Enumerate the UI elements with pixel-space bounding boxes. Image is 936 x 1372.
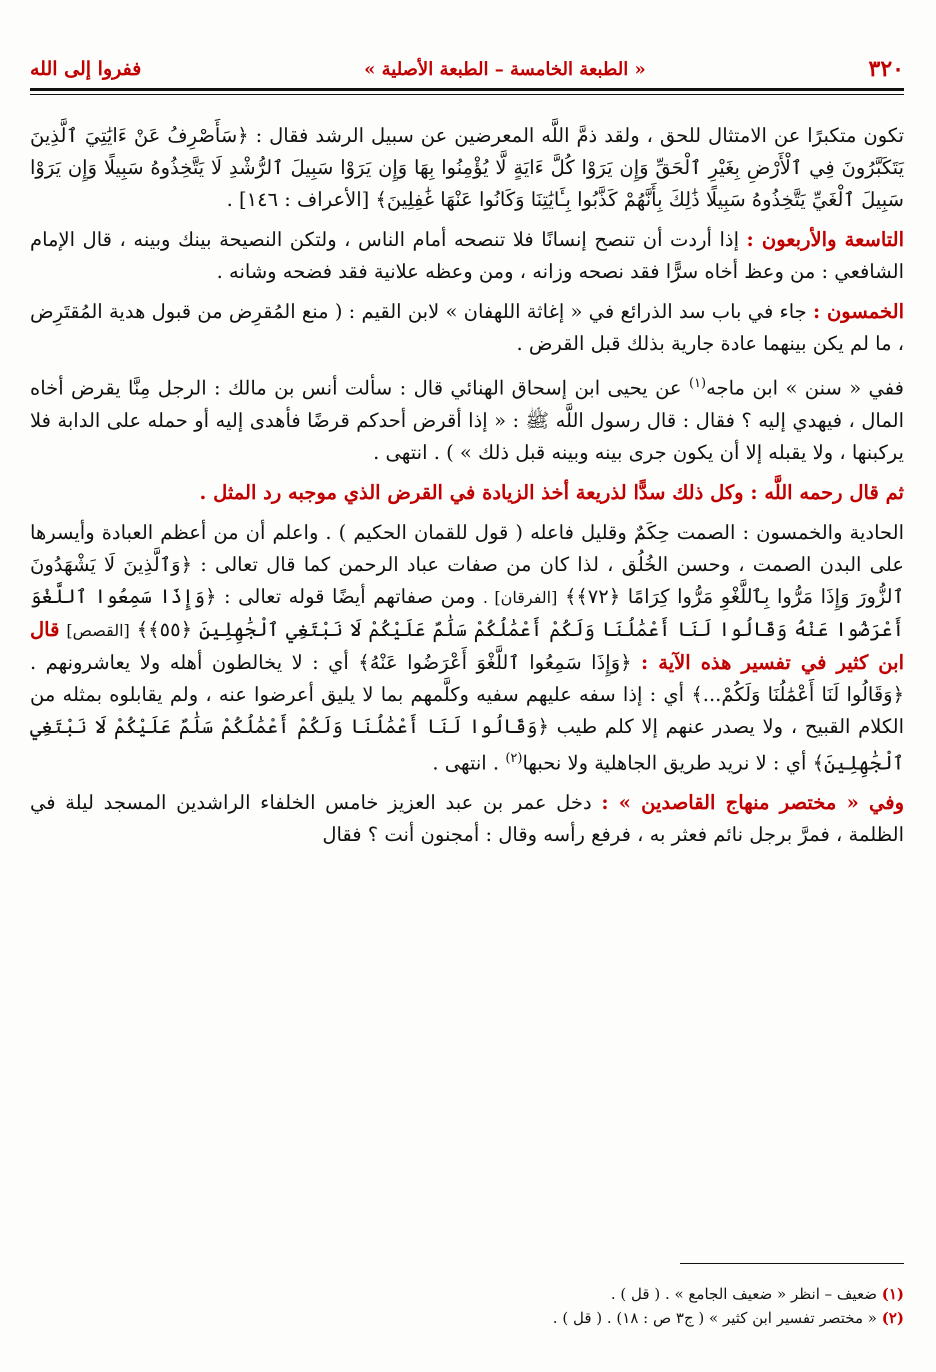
footnote-2 <box>30 1306 904 1330</box>
p5-text: ثم قال رحمه اللَّه : وكل ذلك سدًّا لذريعة أخذ الزيادة في القرض الذي موجبه رد المثل . <box>199 480 904 504</box>
section-label: التاسعة والأربعون : <box>746 228 905 251</box>
quran-verse: ﴿وَإِذَا سَمِعُوا ٱللَّغْوَ أَعْرَضُوا عَنْهُ﴾ <box>358 650 632 674</box>
p6-text-3: أي : لا يخالطون أهله ولا يعاشرونهم . <box>30 650 349 674</box>
footnote-1 <box>30 1282 904 1306</box>
footnote-marker: (٢) <box>505 750 523 766</box>
footnote-number: (٢) <box>881 1309 904 1327</box>
paragraph-2 <box>30 224 904 288</box>
book-title: ففروا إلى الله <box>30 58 142 80</box>
section-label: الخمسون : <box>812 300 904 323</box>
header-rule-thin <box>30 94 904 95</box>
footnotes <box>30 1282 904 1330</box>
p4-text-b: عن يحيى ابن إسحاق الهنائي قال : سألت أنس بن مالك : الرجل مِنَّا يقرض أخاه المال ، فيهدي إليه ؟ فقال : قال رسول اللَّه ﷺ : « إذا أقرض أحدكم قرضًا فأهدى إليه أو حمله على الدابة فلا يركبنها ، ولا يقبله إلا أن يكون جرى بينه وبينه قبل ذلك » ) . انتهى . <box>30 376 904 464</box>
page-header <box>30 54 904 84</box>
p6-end: . انتهى . <box>432 751 500 774</box>
section-label: قال ابن كثير في تفسير هذه الآية : <box>30 617 904 674</box>
paragraph-4 <box>30 368 904 469</box>
paragraph-1 <box>30 120 904 216</box>
footnote-number: (١) <box>881 1285 904 1303</box>
p3-text: جاء في باب سد الذرائع في « إغاثة اللهفان » لابن القيم : ( منع المُقرِض من قبول هدية المُقتَرِض ، ما لم يكن بينهما عادة جارية بذلك قبل القرض . <box>30 300 904 355</box>
verse-reference: [الفرقان] . <box>482 587 558 607</box>
quran-verse: ﴿سَأَصْرِفُ عَنْ ءَايَٰتِيَ ٱلَّذِينَ يَتَكَبَّرُونَ فِي ٱلْأَرْضِ بِغَيْرِ ٱلْحَقِّ وَإِن يَرَوْا كُلَّ ءَايَةٍ لَّا يُؤْمِنُوا بِهَا وَإِن يَرَوْا سَبِيلَ ٱلرُّشْدِ لَا يَتَّخِذُوهُ سَبِيلًا وَإِن يَرَوْا سَبِيلَ ٱلْغَيِّ يَتَّخِذُوهُ سَبِيلًا ذَٰلِكَ بِأَنَّهُمْ كَذَّبُوا بِـَٔايَٰتِنَا وَكَانُوا عَنْهَا غَٰفِلِينَ﴾ <box>30 124 904 211</box>
main-text <box>30 120 904 859</box>
footnote-text: ضعيف – انظر « ضعيف الجامع » . ( قل ) . <box>610 1285 877 1303</box>
paragraph-6 <box>30 517 904 780</box>
verse-reference: [الأعراف : ١٤٦] . <box>226 188 370 211</box>
edition-title: « الطبعة الخامسة – الطبعة الأصلية » <box>364 58 646 80</box>
page-number: ٣٢٠ <box>868 56 904 82</box>
p6-text-4: أي : إذا سفه عليهم سفيه وكلَّمهم بما لا يليق أعرضوا عنه ، ولم يقابلوه بمثله من الكلام القبيح ، ولا يصدر عنهم إلا كلم طيب <box>30 682 905 738</box>
verse-reference: [القصص] <box>66 620 130 640</box>
quran-verse: ﴿وَقَالُوا لَنَا أَعْمَٰلُنَا وَلَكُمْ...﴾ <box>691 682 904 706</box>
p6-text: الحادية والخمسون : الصمت حِكَمٌ وقليل فاعله ( قول للقمان الحكيم ) . واعلم أن من أعظم العبادة وأيسرها على البدن الصمت ، وحسن الخُلُق ، لذا كان من صفات عباد الرحمن كما قال تعالى : <box>30 520 905 576</box>
quran-verse: ﴿وَقَالُوا لَنَا أَعْمَٰلُنَا وَلَكُمْ أَعْمَٰلُكُمْ سَلَٰمٌ عَلَيْكُمْ لَا نَبْتَغِي ٱلْجَٰهِلِينَ﴾ <box>30 714 904 774</box>
p2-text: إذا أردت أن تنصح إنسانًا فلا تنصحه أمام الناس ، ولتكن النصيحة بينك وبينه ، قال الإمام الشافعي : من وعظ أخاه سرًّا فقد نصحه وزانه ، ومن وعظه علانية فقد فضحه وشانه . <box>30 228 904 283</box>
quran-verse: ﴿وَإِذَا سَمِعُوا ٱللَّغْوَ أَعْرَضُوا عَنْهُ وَقَالُوا لَنَا أَعْمَٰلُنَا وَلَكُمْ أَعْمَٰلُكُمْ سَلَٰمٌ عَلَيْكُمْ لَا نَبْتَغِي ٱلْجَٰهِلِينَ ﴿٥٥﴾﴾ <box>30 584 904 641</box>
section-label: وفي « مختصر منهاج القاصدين » : <box>601 791 904 814</box>
paragraph-5 <box>30 477 904 509</box>
p6-text-2: ومن صفاتهم أيضًا قوله تعالى : <box>224 584 476 608</box>
footnote-marker: (١) <box>688 376 707 391</box>
footnote-rule <box>680 1263 904 1264</box>
header-rule-thick <box>30 88 904 91</box>
p7-text: دخل عمر بن عبد العزيز خامس الخلفاء الراشدين المسجد ليلة في الظلمة ، فمرَّ برجل نائم فعثر به ، فرفع رأسه وقال : أمجنون أنت ؟ فقال <box>30 791 904 846</box>
p6-text-5: أي : لا نريد طريق الجاهلية ولا نحبها <box>522 751 807 774</box>
p1-text: تكون متكبرًا عن الامتثال للحق ، ولقد ذمَّ اللَّه المعرضين عن سبيل الرشد فقال : <box>255 124 904 147</box>
footnote-text: « مختصر تفسير ابن كثير » ( ج٣ ص : ١٨) . ( قل ) . <box>552 1309 877 1327</box>
quran-verse: ﴿وَٱلَّذِينَ لَا يَشْهَدُونَ ٱلزُّورَ وَإِذَا مَرُّوا بِٱللَّغْوِ مَرُّوا كِرَامًا ﴿٧٢﴾﴾ <box>30 552 905 608</box>
paragraph-7 <box>30 787 904 851</box>
p4-text-a: ففي « سنن » ابن ماجه <box>706 376 904 400</box>
paragraph-3 <box>30 296 904 360</box>
